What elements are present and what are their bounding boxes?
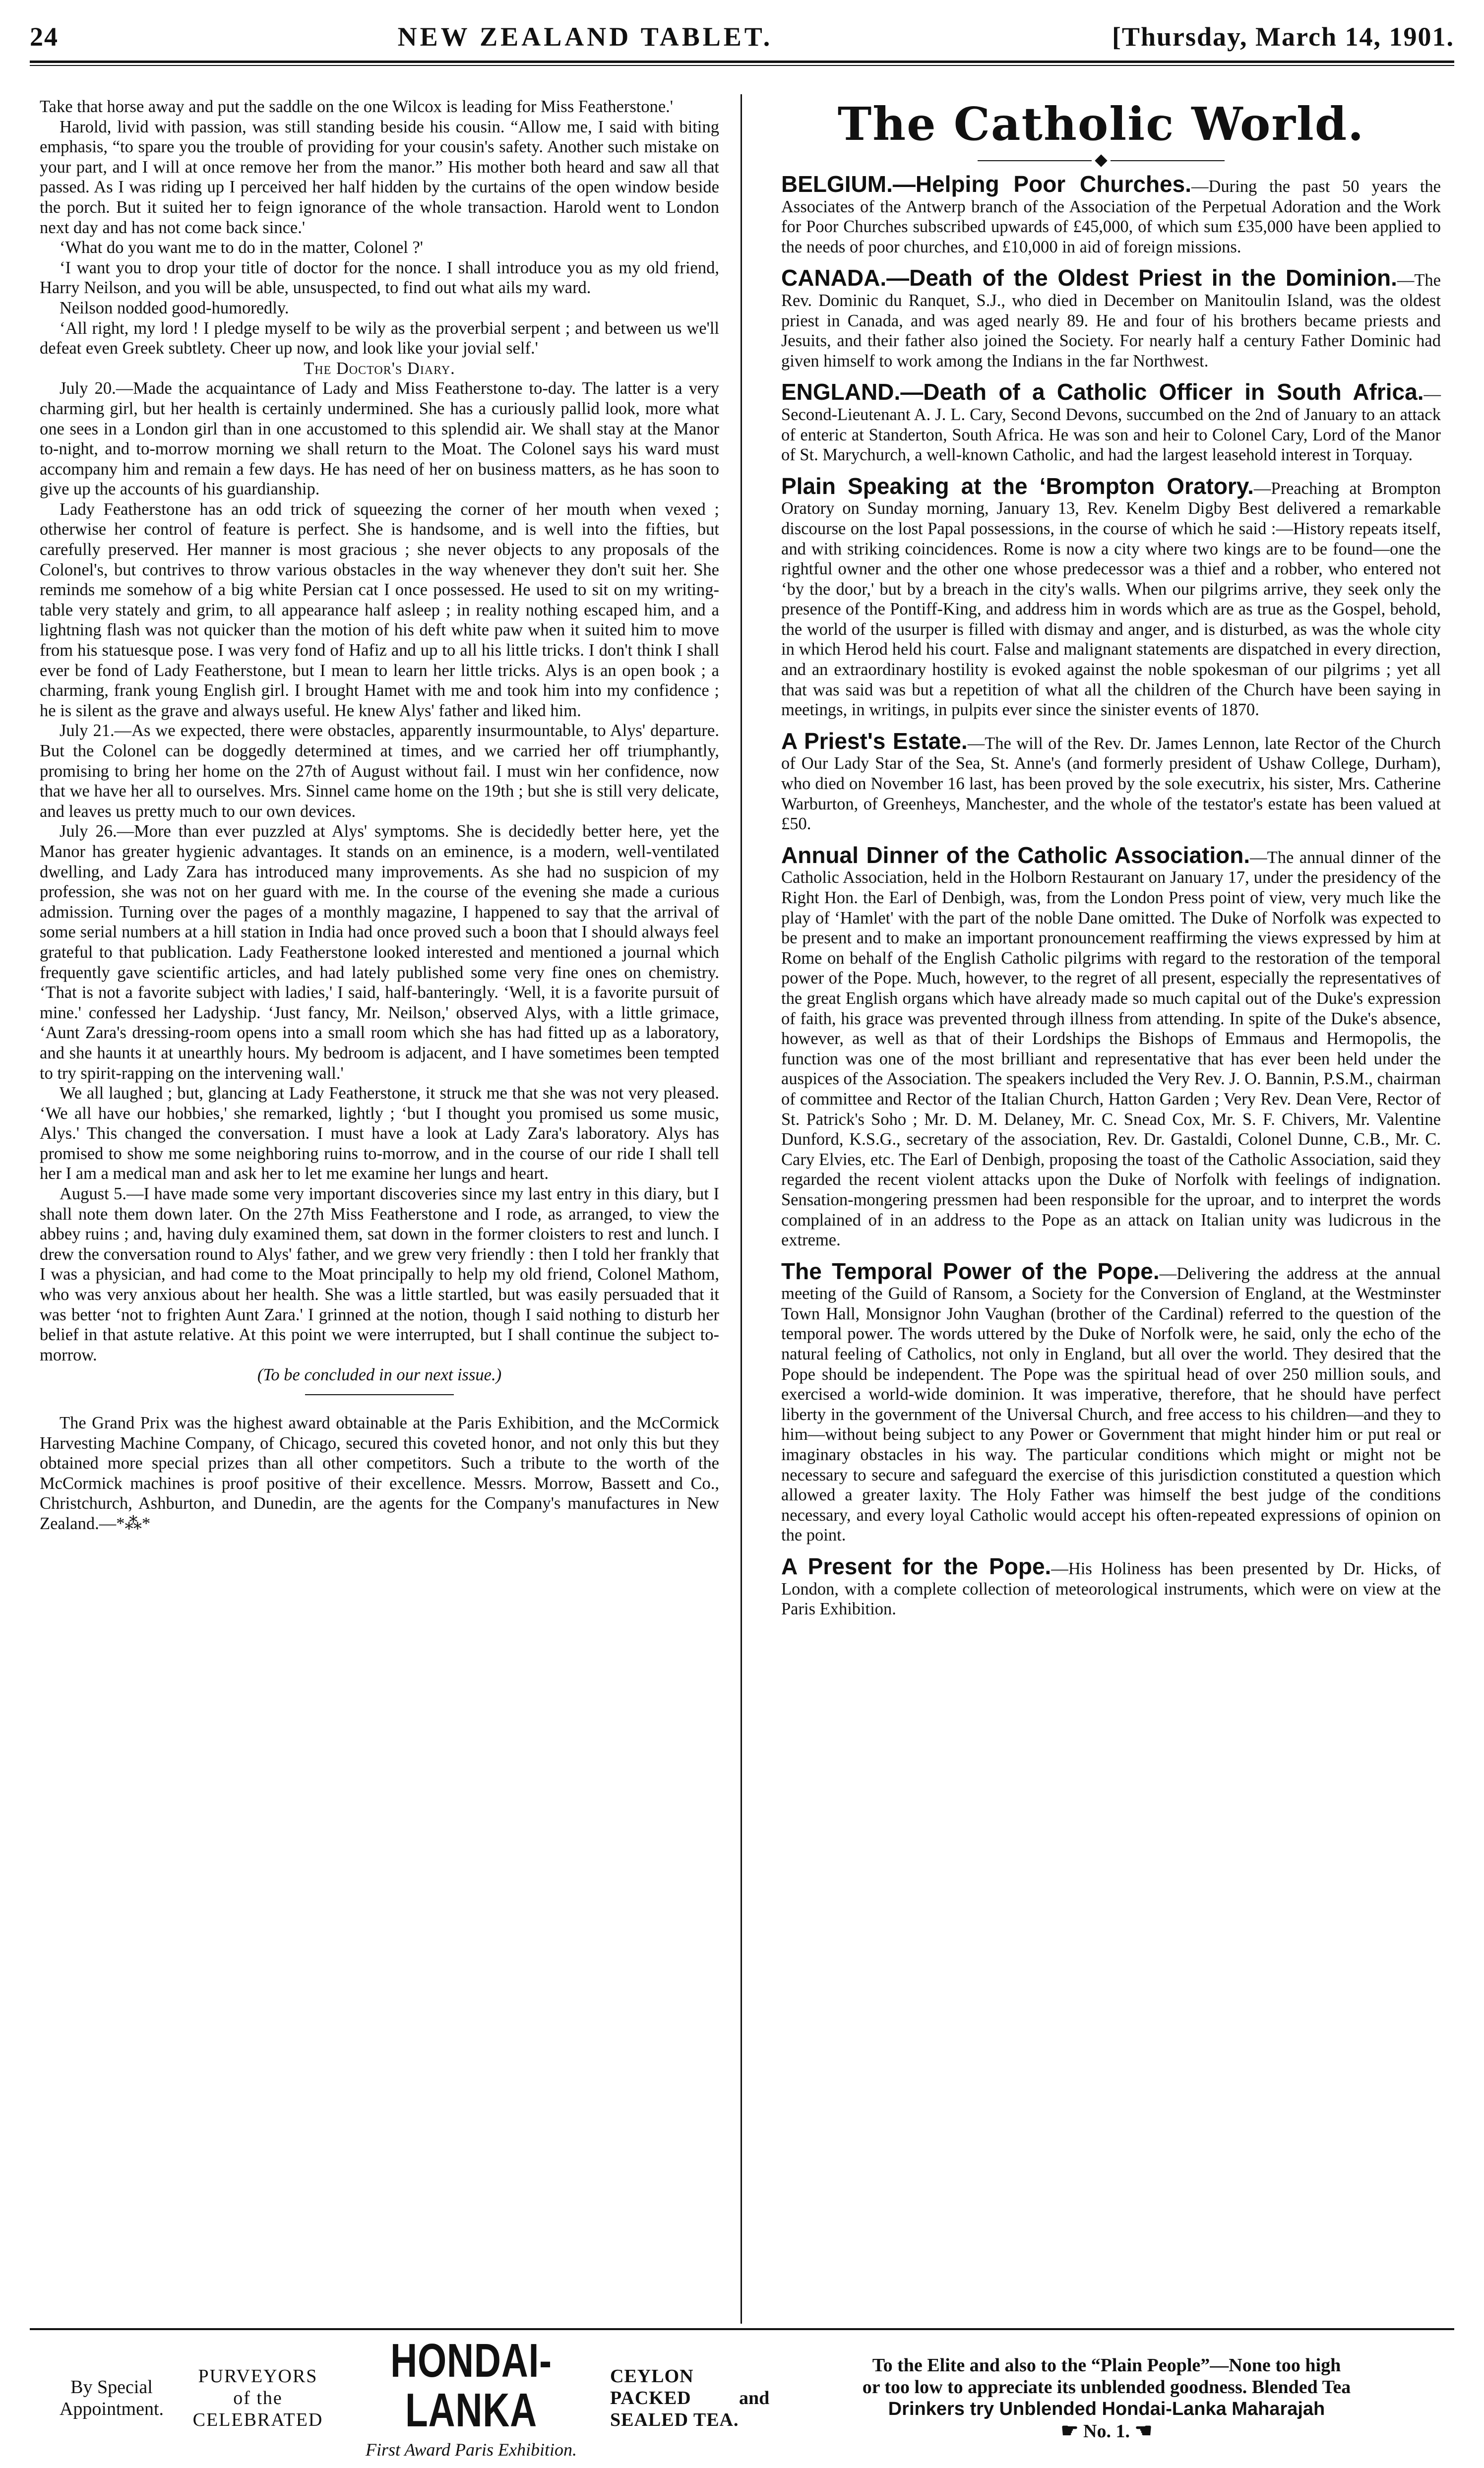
diary-entry: We all laughed ; but, glancing at Lady Featherstone, it struck me that she was not very pleased. ‘We all have our hobbies,' she remarked, lightly ; ‘but I thought you promised us some music, Alys.' This changed the conversation. I must have a look at Lady Zara's laboratory. Alys has promised to show me some neighboring ruins to-morrow, and in the course of our ride I shall tell her I am a medical man and ask her to let me examine her lungs and heart. — [40, 1084, 719, 1183]
news-item — [761, 842, 1441, 1250]
ceylon-line: CEYLON — [610, 2366, 694, 2387]
news-item — [761, 265, 1441, 371]
news-heading: A Priest's Estate. — [781, 728, 968, 754]
to-be-concluded: (To be concluded in our next issue.) — [257, 1365, 502, 1385]
catholic-world-title: The Catholic World. — [837, 97, 1365, 151]
pointing-hand-icon: ☚ — [1134, 2419, 1153, 2442]
publication-title: NEW ZEALAND TABLET. — [397, 22, 773, 52]
diary-entry: July 20.—Made the acquaintance of Lady and Miss Featherstone to-day. The latter is a very charming girl, but her health is certainly undermined. She has a curiously pallid look, more what one sees in a London girl than in one accustomed to this splendid air. We shall stay at the Manor to-night, and to-morrow morning we shall return to the Moat. The Colonel says his ward must accompany him and remain a few days. He has need of her on business matters, as he has soon to give up the accounts of his guardianship. — [40, 379, 719, 499]
news-text: —Delivering the address at the annual meeting of the Guild of Ransom, a Society for the Conversion of England, at the Westminster Town Hall, Monsignor John Vaughan (brother of the Cardinal) referred to the question of the temporal power. The words uttered by the Duke of Norfolk were, he said, only the echo of the natural feeling of Catholics, not only in England, but all over the world. They desired that the Pope should be independent. The Pope was the spiritual head of over 250 million souls, and exercised a world-wide dominion. It was imperative, therefore, that he should have perfect liberty in the government of the Universal Church, and free access to his children—and they to him—without being subject to any Power or Government that might hinder him or put real or imaginary obstacles in his way. The particular conditions which might or might not be necessary to secure and safeguard the exercise of this jurisdiction constituted a question which allowed a greater laxity. The Holy Father was himself the best judge of the conditions necessary, and every loyal Catholic would accept his often-repeated expressions of opinion on the point. — [781, 1264, 1441, 1545]
left-column — [40, 97, 719, 1534]
news-text: —The will of the Rev. Dr. James Lennon, late Rector of the Church of Our Lady Star of the Sea, St. Anne's (and formerly president of Ushaw College, Durham), who died on November 16 last, has been proved by the sole executrix, his sister, Mrs. Catherine Warburton, of Greenheys, Manchester, and the whole of the testator's estate has been valued at £50. — [781, 734, 1441, 834]
news-heading: Plain Speaking at the ‘Brompton Oratory. — [781, 473, 1254, 499]
page-header — [30, 17, 1454, 57]
story-paragraph: Take that horse away and put the saddle on the one Wilcox is leading for Miss Featherstone.' — [40, 97, 673, 116]
ornament-line — [978, 160, 1092, 161]
diary-entry: July 21.—As we expected, there were obstacles, apparently insurmountable, to Alys' departure. But the Colonel can be doggedly determined at times, and we carried her off triumphantly, promising to bring her home on the 27th of August without fail. I must win her confidence, now that we have her all to ourselves. Mrs. Sinnel came home on the 19th ; but she is still very delicate, and leaves us pretty much to our own devices. — [40, 721, 719, 821]
story-paragraph: ‘What do you want me to do in the matter, Colonel ?' — [60, 238, 423, 257]
header-rule — [30, 61, 1454, 63]
diary-entry: Lady Featherstone has an odd trick of squeezing the corner of her mouth when vexed ; otherwise her control of feature is perfect. She is handsome, and is well into the fifties, but carefully preserved. Her manner is most gracious ; she never objects to any proposals of the Colonel's, but contrives to throw various obstacles in the way whenever they don't suit her. She reminds me somehow of a big white Persian cat I once possessed. He used to sit on my writing-table very stately and grim, to all appearance half asleep ; in reality nothing escaped him, and a lightning flash was not quicker than the motion of his deft white paw when it suited him to move from his statuesque pose. I was very fond of Hafiz and up to all his little tricks. I don't think I shall ever be fond of Lady Featherstone, but I mean to learn her little tricks. Alys is an open book ; a charming, frank young English girl. I brought Hamet with me and took him into my confidence ; he is silent as the grave and always useful. He knew Alys' father and liked him. — [40, 499, 719, 720]
news-heading: A Present for the Pope. — [781, 1553, 1051, 1579]
story-paragraph: Neilson nodded good-humoredly. — [60, 298, 289, 317]
news-item — [761, 1258, 1441, 1545]
elite-line: To the Elite and also to the “Plain People”—None too high — [872, 2354, 1341, 2376]
ceylon-line: SEALED TEA. — [610, 2409, 739, 2430]
award-line: First Award Paris Exhibition. — [365, 2440, 577, 2460]
news-item — [761, 171, 1441, 257]
elite-line — [769, 2420, 1444, 2442]
diary-entry: July 26.—More than ever puzzled at Alys' symptoms. She is decidedly better here, yet the Manor has greater hygienic advantages. It stands on an eminence, is a modern, well-ventilated dwelling, and Lady Zara has introduced many improvements. As she had no suspicion of my profession, she was not on her guard with me. In the course of the evening she made a curious admission. Turning over the pages of a monthly magazine, I happened to say that the arrival of some serial numbers at a hill station in India had once proved such a boon that I should always feel grateful to that publication. Lady Featherstone looked interested and mentioned a journal which frequently gave scientific articles, and had lately published some very fine ones on chemistry. ‘That is not a favorite subject with ladies,' I said, half-banteringly. ‘Well, it is a favorite pursuit of mine.' confessed her Ladyship. ‘Just fancy, Mr. Neilson,' observed Alys, with a little grimace, ‘Aunt Zara's dressing-room opens into a small room which she has had fitted up as a laboratory, and she haunts it at unearthly hours. My bedroom is adjacent, and I have sometimes been tempted to try spirit-rapping on the intervening wall.' — [40, 822, 719, 1083]
news-heading: Annual Dinner of the Catholic Association. — [781, 842, 1250, 868]
brand-name: HONDAI-LANKA — [390, 2334, 552, 2437]
brand-block — [332, 2336, 610, 2460]
section-separator — [305, 1394, 454, 1395]
elite-line: Drinkers try Unblended Hondai-Lanka Maharajah — [888, 2398, 1325, 2419]
purveyors-line: CELEBRATED — [192, 2409, 323, 2430]
news-item — [761, 473, 1441, 720]
story-paragraph: ‘All right, my lord ! I pledge myself to be wily as the proverbial serpent ; and between us we'll defeat even Greek subtlety. Cheer up now, and look like your jovial self.' — [40, 318, 719, 358]
news-item — [761, 379, 1441, 465]
ceylon-line: PACKED — [610, 2388, 691, 2408]
news-item — [761, 1553, 1441, 1619]
news-heading: BELGIUM.—Helping Poor Churches. — [781, 171, 1192, 197]
appointment-line: By Special — [70, 2377, 153, 2398]
right-column — [761, 97, 1441, 1630]
title-ornament — [761, 156, 1441, 165]
purveyors-line: PURVEYORS — [198, 2366, 318, 2387]
tea-advertisement — [40, 2334, 1444, 2460]
number-label: No. 1. — [1083, 2420, 1130, 2442]
news-item — [761, 728, 1441, 834]
ceylon-tea — [610, 2365, 739, 2431]
diary-entry: August 5.—I have made some very important discoveries since my last entry in this diary, but I shall note them down later. On the 27th Miss Featherstone and I rode, as arranged, to view the abbey ruins ; and, having duly examined them, sat down in the former cloisters to rest and lunch. I drew the conversation round to Alys' father, and we grew very friendly : then I told her frankly that I was a physician, and had come to the Moat principally to help my old friend, Colonel Mathom, who was very anxious about her health. She was a little startled, but was easily persuaded that it was better ‘not to frighten Aunt Zara.' I grinned at the notion, though I said nothing to disturb her belief in that astute relative. At this point we were interrupted, but I shall continue the subject to-morrow. — [40, 1184, 719, 1364]
grand-prix-notice: The Grand Prix was the highest award obtainable at the Paris Exhibition, and the McCormick Harvesting Machine Company, of Chicago, secured this coveted honor, and not only this but they obtained more special prizes than all other competitors. Such a tribute to the worth of the McCormick machines is proof positive of their excellence. Messrs. Morrow, Bassett and Co., Christchurch, Ashburton, and Dunedin, are the agents for the Company's manufactures in New Zealand.—*⁂* — [40, 1414, 719, 1533]
news-text: —The Rev. Dominic du Ranquet, S.J., who died in December on Manitoulin Island, was the oldest priest in Canada, and was aged nearly 89. He and four of his brothers became priests and Jesuits, and their father also joined the Society. For nearly half a century Father Dominic had given himself to work among the Indians in the far Northwest. — [781, 271, 1441, 370]
column-divider — [741, 94, 742, 2324]
page-number: 24 — [30, 22, 59, 52]
diary-heading: The Doctor's Diary. — [304, 359, 455, 378]
elite-text — [769, 2354, 1444, 2442]
news-text: —The annual dinner of the Catholic Association, held in the Holborn Restaurant on January 17, under the presidency of the Right Hon. the Earl of Denbigh, was, from the London Press point of view, very much like the play of ‘Hamlet' with the part of the noble Dane omitted. The Duke of Norfolk was expected to be present and to make an important pronouncement reaffirming the views expressed by him at Rome on behalf of the English Catholic pilgrims with regard to the restoration of the temporal power of the Pope. Much, however, to the regret of all present, especially the representatives of the great English organs which have already made so much capital out of the Duke's expression of faith, his grace was prevented through illness from attending. In spite of the Duke's absence, however, as well as that of their Lordships the Bishops of Emmaus and Hermopolis, the function was one of the most brilliant and representative that has ever been held under the auspices of the Association. The speakers included the Very Rev. J. O. Bannin, P.S.M., chairman of committee and Rector of the Italian Church, Hatton Garden ; Very Rev. Dean Vere, Rector of St. Patrick's Soho ; Mr. D. M. Delaney, Mr. C. Snead Cox, Mr. S. F. Chivers, Mr. Valentine Dunford, K.S.G., secretary of the association, Rev. Dr. Gastaldi, Colonel Dunne, C.B., Mr. C. Cary Elvies, etc. The Earl of Denbigh, proposing the toast of the Catholic Association, said they regarded the recent violent attacks upon the Duke of Norfolk with feelings of indignation. Sensation-mongering pressmen had been responsible for the uproar, and to interpret the words complained of in an address to the Pope as an attack on Italian unity was ludicrous in the extreme. — [781, 848, 1441, 1250]
news-heading: ENGLAND.—Death of a Catholic Officer in South Africa. — [781, 379, 1424, 405]
ornament-line — [1111, 160, 1225, 161]
news-heading: CANADA.—Death of the Oldest Priest in the Dominion. — [781, 265, 1397, 291]
advert-rule — [30, 2328, 1454, 2330]
diamond-icon — [1095, 154, 1107, 167]
news-text: —Preaching at Brompton Oratory on Sunday morning, January 13, Rev. Kenelm Digby Best delivered a remarkable discourse on the lost Papal possessions, in the course of which he said :—History repeats itself, and with striking coincidences. Rome is now a city where two kings are to be found—one the rightful owner and the other one whose predecessor was a thief and a robber, who entered not ‘by the door,' but by a breach in the city's walls. When our pilgrims arrive, they seek only the presence of the Pontiff-King, and address him in words which are as true as the Gospel, behold, the world of the usurper is filled with dismay and anger, and is disturbed, as was the whole city in which Herod held his court. False and malignant statements are dispatched in every direction, and an extraordinary hostility is evoked against the noble spokesman of our pilgrims ; yet all that was said was but a repetition of what all the children of the Church have been saying in meetings, in writings, in pulpits ever since the sinister events of 1870. — [781, 479, 1441, 720]
issue-date: [Thursday, March 14, 1901. — [1112, 22, 1454, 52]
appointment-line: Appointment. — [59, 2399, 164, 2419]
news-text: —His Holiness has been presented by Dr. Hicks, of London, with a complete collection of meteorological instruments, which were on view at the Paris Exhibition. — [781, 1559, 1441, 1619]
special-appointment — [40, 2376, 184, 2420]
news-text: —Second-Lieutenant A. J. L. Cary, Second Devons, succumbed on the 2nd of January to an attack of enteric at Standerton, South Africa. He was son and heir to Colonel Cary, Lord of the Manor of St. Marychurch, a well-known Catholic, and had the largest leasehold interest in Torquay. — [781, 385, 1441, 465]
pointing-hand-icon: ☛ — [1060, 2419, 1079, 2442]
header-rule-thin — [30, 65, 1454, 66]
story-paragraph: Harold, livid with passion, was still standing beside his cousin. “Allow me, I said with biting emphasis, “to spare you the trouble of providing for your cousin's safety. Another such mistake on your part, and I will at once remove her from the manor.” His mother both heard and saw all that passed. As I was riding up I perceived her half hidden by the curtains of the open window beside the porch. But it suited her to feign ignorance of the whole transaction. Harold went to London next day and has not come back since.' — [40, 117, 719, 237]
purveyors-line: of the — [233, 2388, 283, 2408]
story-paragraph: ‘I want you to drop your title of doctor for the nonce. I shall introduce you as my old friend, Harry Neilson, and you will be able, unsuspected, to find out what ails my ward. — [40, 258, 719, 298]
purveyors — [184, 2365, 332, 2431]
elite-line: or too low to appreciate its unblended goodness. Blended Tea — [862, 2376, 1351, 2398]
and-word: and — [739, 2388, 770, 2408]
news-text: —During the past 50 years the Associates of the Antwerp branch of the Association of the Perpetual Adoration and the Work for Poor Churches subscribed upwards of £45,000, of which sum £35,000 have been applied to the needs of poor churches, and £10,000 in aid of foreign missions. — [781, 177, 1441, 256]
news-heading: The Temporal Power of the Pope. — [781, 1258, 1160, 1284]
